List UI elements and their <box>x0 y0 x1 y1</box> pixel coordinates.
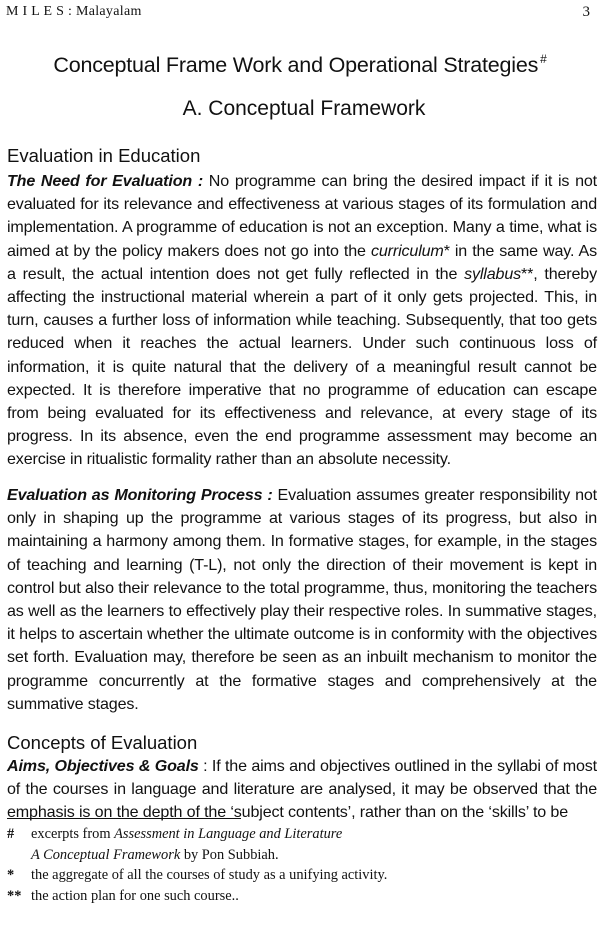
running-header <box>6 4 590 22</box>
paragraph-text: Evaluation assumes greater responsibility not only in shaping up the programme at various stages of its progress, but also in maintaining a harmony among them. In formative stages, for example, in the stages of teaching and learning (T-L), not only the direction of their movement is kept in control but also their relevance to the total programme, thus, monitoring the teachers as well as the learners to effectively play their respective roles. In summative stages, it helps to ascertain whether the ultimate outcome is in conformity with the objectives set forth. Evaluation may, therefore be seen as an inbuilt mechanism to monitor the programme concurrently at the formative stages and comprehensively at the summative stages. <box>7 486 598 713</box>
term-syllabus: syllabus <box>464 264 522 283</box>
footnote-divider <box>7 818 241 819</box>
paragraph-text: **, thereby affecting the instructional material wherein a part of it only gets projected. This, in turn, causes a further loss of information while teaching. Subsequently, that too gets reduced when it reaches the actual learners. Under such continuous loss of information, it is quite natural that the delivery of a meaningful result cannot be expected. It is therefore imperative that no programme of education can escape from being evaluated for its effectiveness and relevance, at every stage of its progress. In its absence, even the end programme assessment may become an exercise in ritualistic formality rather than an absolute necessity. <box>7 264 598 469</box>
page-title <box>0 52 600 78</box>
footnote-text: excerpts from <box>31 826 115 842</box>
paragraph-lead: Aims, Objectives & Goals <box>7 757 199 775</box>
footnote-hash-continued <box>7 845 587 866</box>
paragraph-need-for-evaluation <box>7 170 597 472</box>
footnote-star <box>7 865 587 886</box>
running-title: M I L E S : Malayalam <box>6 4 142 19</box>
paragraph-lead: The Need for Evaluation : <box>7 172 204 190</box>
paragraph-text: : If the aims and objectives outlined in the syllabi of most of the courses in language and literature are analysed, it may be observed that the emphasis is on the depth of the ‘subject contents’, rather than on the ‘skills’ to be <box>7 757 598 822</box>
footnote-text: the aggregate of all the courses of study as a unifying activity. <box>31 867 388 883</box>
section-heading-evaluation-in-education: Evaluation in Education <box>7 145 201 166</box>
footnotes <box>7 824 587 906</box>
footnote-source-title: Assessment in Language and Literature <box>114 826 343 842</box>
page-title-footnote-mark: # <box>540 52 547 66</box>
paragraph-monitoring-process <box>7 484 597 716</box>
term-curriculum: curriculum <box>370 241 444 260</box>
footnote-mark: ** <box>7 887 22 904</box>
page-title-text: Conceptual Frame Work and Operational Strategies <box>53 53 539 77</box>
footnote-author: by Pon Subbiah. <box>180 846 279 863</box>
page-number: 3 <box>582 4 590 20</box>
subtitle: A. Conceptual Framework <box>182 97 426 120</box>
section-heading-concepts-of-evaluation: Concepts of Evaluation <box>7 732 198 753</box>
footnote-hash <box>7 824 587 845</box>
paragraph-text: No programme can bring the desired impact if it is not evaluated for its relevance and effectiveness at various stages of its formulation and implementation. A programme of education is not an exception. Many a time, what is aimed at by the policy makers does not go into the <box>7 172 597 260</box>
footnote-mark: # <box>7 826 15 842</box>
footnote-text: the action plan for one such course.. <box>31 887 239 904</box>
paragraph-lead: Evaluation as Monitoring Process : <box>7 486 273 504</box>
footnote-source-subtitle: A Conceptual Framework <box>31 846 181 863</box>
footnote-mark: * <box>7 867 15 883</box>
paragraph-aims-objectives-goals <box>7 755 597 825</box>
footnote-double-star <box>7 886 587 907</box>
paragraph-text: * in the same way. As a result, the actual intention does not get fully reflected in the <box>7 241 598 283</box>
